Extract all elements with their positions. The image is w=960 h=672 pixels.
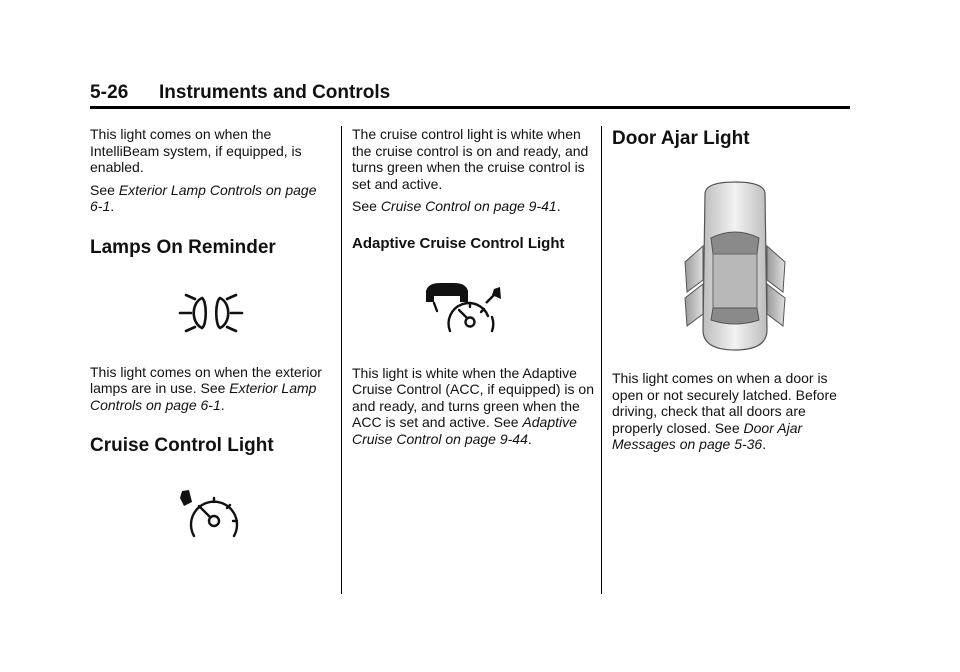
adaptive-cruise-control-heading: Adaptive Cruise Control Light (352, 234, 565, 252)
adaptive-cruise-text: This light is white when the Adaptive Cruise Control (ACC, if equipped) is on and ready, and turns green when the ACC is set and active. See Adaptive Cruise Control on page 9-44. (352, 364, 594, 447)
cruise-control-text: The cruise control light is white when the cruise control is on and ready, and turns green when the cruise control is set and active. (352, 126, 589, 192)
exterior-lamps-icon (177, 291, 245, 335)
column-1 (90, 126, 330, 545)
cross-reference-link[interactable]: Exterior Lamp Controls on page 6-1 (90, 380, 317, 413)
adaptive-cruise-control-icon (422, 281, 504, 337)
page-number: 5-26 (90, 82, 129, 103)
cross-reference-link[interactable]: Adaptive Cruise Control on page 9-44 (352, 414, 577, 447)
intellibeam-text: This light comes on when the IntelliBeam system, if equipped, is enabled. (90, 126, 302, 175)
cross-reference-link[interactable]: Door Ajar Messages on page 5-36 (612, 419, 803, 452)
cruise-control-light-heading: Cruise Control Light (90, 435, 274, 456)
cross-reference-link[interactable]: Exterior Lamp Controls on page 6-1 (90, 181, 317, 214)
lamps-on-reminder-heading: Lamps On Reminder (90, 236, 276, 258)
section-title: Instruments and Controls (159, 82, 391, 103)
lamps-on-text: This light comes on when the exterior lamps are in use. See Exterior Lamp Controls on page 6-1. (90, 363, 322, 413)
page-header (90, 80, 850, 109)
see-reference: See Exterior Lamp Controls on page 6-1. (90, 181, 317, 214)
cross-reference-link[interactable]: Cruise Control on page 9-41 (380, 198, 557, 214)
door-ajar-text: This light comes on when a door is open or not securely latched. Before driving, check that all doors are properly closed. See Door Ajar Messages on page 5-36. (612, 370, 837, 452)
column-divider (341, 126, 342, 594)
door-ajar-car-icon (679, 180, 791, 354)
door-ajar-light-heading: Door Ajar Light (612, 128, 750, 149)
column-2 (352, 126, 594, 447)
column-divider (601, 126, 602, 594)
column-3 (612, 126, 852, 453)
see-reference: See Cruise Control on page 9-41. (352, 198, 561, 214)
cruise-control-speedometer-icon (178, 489, 244, 545)
